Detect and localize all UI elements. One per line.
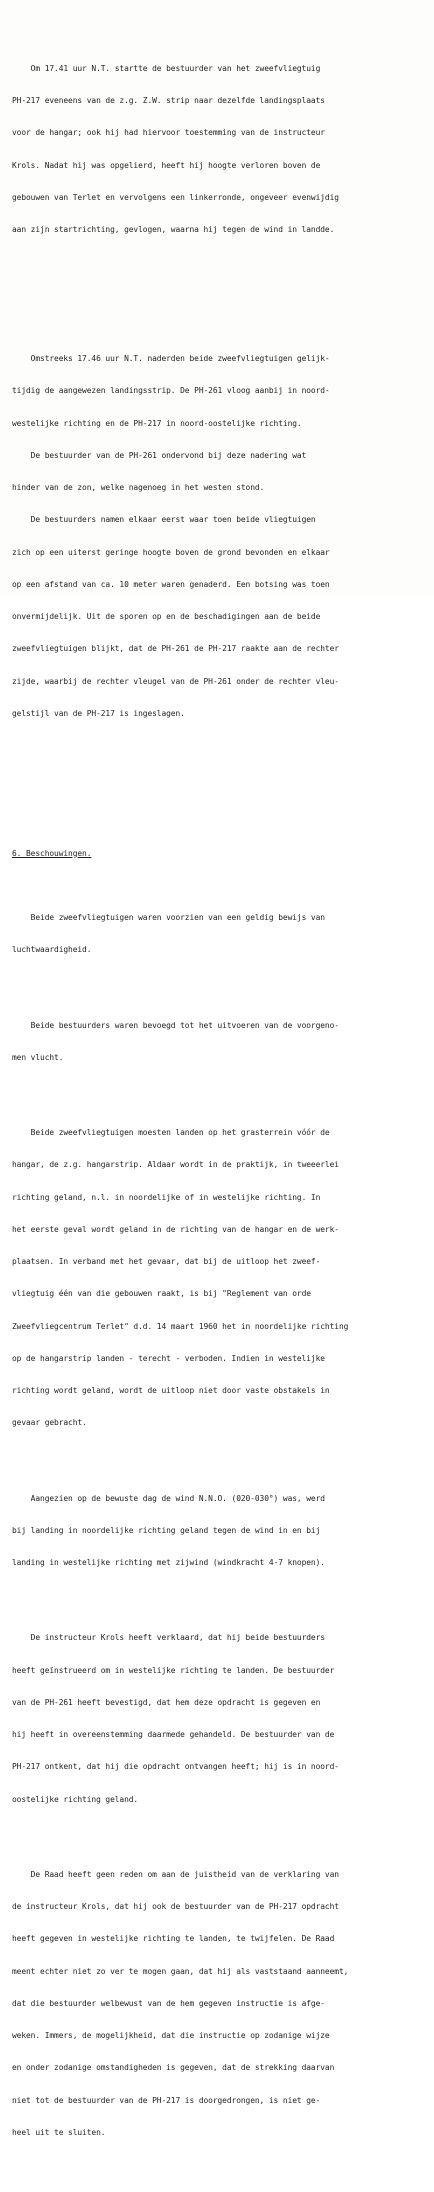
paragraph-gap: [12, 773, 426, 784]
text-line: meent echter niet zo ver te mogen gaan, dat hij als vaststaand aanneemt,: [12, 1966, 349, 1976]
text-line: landing in westelijke richting met zijwind (windkracht 4-7 knopen).: [12, 1558, 325, 1567]
text-line: De bestuurder van de PH-261 ondervond bij deze nadering wat: [12, 450, 307, 460]
text-line: heeft gegeven in westelijke richting te landen, te twijfelen. De Raad: [12, 1934, 335, 1944]
text-line: aan zijn startrichting, gevlogen, waarna hij tegen de wind in landde.: [12, 225, 335, 234]
text-line: op de hangarstrip landen - terecht - verboden. Indien in westelijke: [12, 1353, 325, 1363]
text-line: gevaar gebracht.: [12, 1418, 87, 1428]
paragraph: [12, 1612, 426, 1827]
text-line: van de PH-261 heeft bevestigd, dat hem deze opdracht is gegeven en: [12, 1697, 321, 1707]
paragraph-gap: [12, 806, 426, 817]
text-line: dat die bestuurder welbewust van de hem gegeven instructie is afge-: [12, 1998, 325, 2008]
text-line: gelstijl van de PH-217 is ingeslagen.: [12, 708, 185, 718]
text-line: onvermijdelijk. Uit de sporen op en de beschadigingen aan de beide: [12, 612, 321, 621]
paragraph-gap: [12, 290, 426, 301]
section-heading: 6. Beschouwingen.: [12, 848, 92, 858]
paragraph: [12, 1107, 426, 1451]
paragraph: [12, 892, 426, 978]
text-line: Aangezien op de bewuste dag de wind N.N.O. (020-030°) was, werd: [12, 1493, 325, 1503]
text-line: Beide zweefvliegtuigen waren voorzien van een geldig bewijs van: [12, 913, 325, 922]
text-line: plaatsen. In verband met het gevaar, dat bij de uitloop het zweef-: [12, 1257, 321, 1266]
text-line: het eerste geval wordt geland in de richting van de hangar en de werk-: [12, 1224, 339, 1234]
document-body: [12, 10, 426, 2192]
text-line: hangar, de z.g. hangarstrip. Aldaar wordt in de praktijk, in tweeerlei: [12, 1160, 339, 1170]
text-line: luchtwaardigheid.: [12, 945, 92, 955]
text-line: vliegtuig één van die gebouwen raakt, is bij "Reglement van orde: [12, 1289, 311, 1299]
text-line: hinder van de zon, welke nagenoeg in het westen stond.: [12, 483, 265, 492]
paragraph: [12, 1848, 426, 2160]
text-line: De bestuurders namen elkaar eerst waar toen beide vliegtuigen: [12, 515, 316, 525]
text-line: De Raad heeft geen reden om aan de juistheid van de verklaring van: [12, 1869, 339, 1879]
text-line: de instructeur Krols, dat hij ook de bestuurder van de PH-217 opdracht: [12, 1902, 339, 1911]
text-line: heel uit te sluiten.: [12, 2127, 106, 2137]
text-line: De instructeur Krols heeft verklaard, dat hij beide bestuurders: [12, 1633, 325, 1643]
text-line: PH-217 eveneens van de z.g. Z.W. strip naar dezelfde landingsplaats: [12, 96, 325, 105]
text-line: Om 17.41 uur N.T. startte de bestuurder van het zweefvliegtuig: [12, 63, 321, 73]
text-line: zweefvliegtuigen blijkt, dat de PH-261 de PH-217 raakte aan de rechter: [12, 644, 339, 654]
text-line: heeft geïnstrueerd om in westelijke richting te landen. De bestuurder: [12, 1665, 335, 1675]
text-line: Krols. Nadat hij was opgelierd, heeft hij hoogte verloren boven de: [12, 160, 321, 170]
text-line: voor de hangar; ook hij had hiervoor toestemming van de instructeur: [12, 128, 325, 138]
text-line: hij heeft in overeenstemming daarmede gehandeld. De bestuurder van de: [12, 1730, 335, 1739]
text-line: tijdig de aangewezen landingsstrip. De PH-261 vloog aanbij in noord-: [12, 386, 330, 396]
text-line: en onder zodanige omstandigheden is gegeven, dat de strekking daarvan: [12, 2063, 335, 2073]
text-line: bij landing in noordelijke richting geland tegen de wind in en bij: [12, 1525, 321, 1535]
text-line: Zweefvliegcentrum Terlet" d.d. 14 maart 1960 het in noordelijke richting: [12, 1321, 349, 1331]
text-line: niet tot de bestuurder van de PH-217 is doorgedrongen, is niet ge-: [12, 2095, 321, 2105]
paragraph: [12, 1472, 426, 1590]
text-line: oostelijke richting geland.: [12, 1794, 139, 1804]
text-line: gebouwen van Terlet en vervolgens een linkerronde, ongeveer evenwijdig: [12, 192, 339, 202]
text-line: Beide zweefvliegtuigen moesten landen op het grasterrein vóór de: [12, 1128, 330, 1137]
text-line: Omstreeks 17.46 uur N.T. naderden beide zweefvliegtuigen gelijk-: [12, 354, 330, 363]
text-line: zijde, waarbij de rechter vleugel van de PH-261 onder de rechter vleu-: [12, 676, 339, 686]
text-line: richting geland, n.l. in noordelijke of in westelijke richting. In: [12, 1192, 321, 1202]
text-line: PH-217 ontkent, dat hij die opdracht ontvangen heeft; hij is in noord-: [12, 1762, 339, 1772]
text-line: richting wordt geland, wordt de uitloop niet door vaste obstakels in: [12, 1386, 330, 1395]
text-line: Beide bestuurders waren bevoegd tot het uitvoeren van de voorgeno-: [12, 1020, 339, 1030]
text-line: zich op een uiterst geringe hoogte boven de grond bevonden en elkaar: [12, 547, 330, 557]
paragraph: [12, 333, 426, 742]
text-line: westelijke richting en de PH-217 in noord-oostelijke richting.: [12, 418, 302, 428]
paragraph: [12, 999, 426, 1085]
text-line: men vlucht.: [12, 1052, 64, 1062]
text-line: op een afstand van ca. 10 meter waren genaderd. Een botsing was toen: [12, 579, 330, 589]
paragraph: [12, 42, 426, 257]
text-line: weken. Immers, de mogelijkheid, dat die instructie op zodanige wijze: [12, 2031, 330, 2040]
